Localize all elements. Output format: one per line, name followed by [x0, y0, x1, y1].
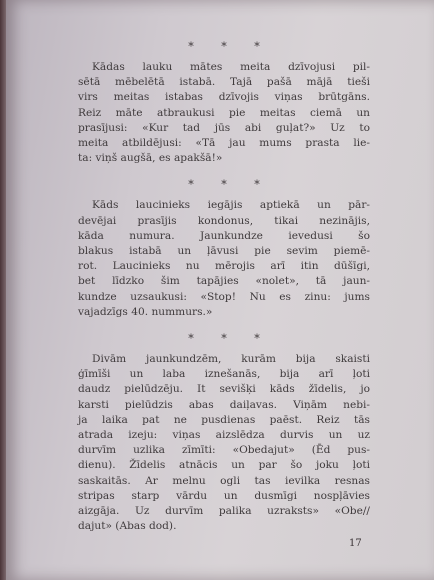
page-number: 17 — [349, 538, 362, 549]
section-divider: * * * — [188, 178, 272, 192]
text-line: blakus istabā un ļāvusi pie sevim piemē- — [78, 245, 370, 258]
text-line: Kāds laucinieks iegājis aptiekā un pār- — [92, 199, 370, 212]
text-line: ta: viņš augšā, es apakšā!» — [78, 152, 223, 165]
text-line: atrada izeju: viņas aizslēdza durvis un uz — [78, 429, 370, 442]
text-line: daudz pielūdzēju. It sevišķi kāds žīdelis, jo — [78, 383, 370, 396]
anecdote-3 — [78, 352, 370, 534]
text-line: dienu). Žīdelis atnācis un par šo joku ļoti — [78, 459, 370, 472]
text-line: prasījusi: «Kur tad jūs abi guļat?» Uz to — [78, 121, 370, 134]
text-line: Reiz māte atbraukusi pie meitas ciemā un — [78, 106, 370, 119]
text-line: kāda numura. Jaunkundze ievedusi šo — [78, 229, 370, 242]
section-divider: * * * — [188, 40, 272, 53]
text-line: dajut» (Abas dod). — [78, 520, 177, 533]
text-line: aizgāja. Uz durvīm palika uzraksts» «Obe// — [78, 505, 370, 518]
text-line: stripas starp vārdu un dusmīgi nospļāvies — [78, 489, 370, 502]
text-line: Kādas lauku mātes meita dzīvojusi pil- — [92, 61, 370, 73]
text-line: bet līdzko šim tapājies «nolet», tā jaun- — [78, 275, 370, 288]
page-content — [78, 38, 370, 534]
section-divider: * * * — [188, 332, 272, 346]
book-page — [6, 0, 434, 580]
anecdote-2 — [78, 198, 370, 320]
text-line: saskaitās. Ar melnu ogli tas ievilka resnas — [78, 474, 370, 487]
text-line: virs meitas istabas dzīvojis viņas brūtgāns. — [78, 91, 370, 104]
text-line: ja laika pat ne pusdienas paēst. Reiz tās — [78, 413, 370, 426]
text-line: devējai prasījis kondonus, tikai nezinājis, — [78, 214, 370, 227]
text-line: Divām jaunkundzēm, kurām bija skaisti — [92, 353, 370, 366]
text-line: ģīmīši un laba iznešanās, bija arī ļoti — [78, 368, 370, 381]
anecdote-1 — [78, 60, 370, 166]
text-line: kundze uzsaukusi: «Stop! Nu es zinu: jums — [78, 290, 370, 303]
text-line: rot. Laucinieks nu mērojis arī itin dūšīgi, — [78, 260, 370, 273]
text-line: karsti pielūdzis abas daiļavas. Viņām nebi- — [78, 398, 370, 411]
text-line: meita atbildējusi: «Tā jau mums prasta lie- — [78, 137, 370, 150]
text-line: durvīm uzlika zīmīti: «Obedajut» (Ēd pus- — [78, 444, 370, 457]
text-line: vajadzīgs 40. nummurs.» — [78, 305, 213, 318]
text-line: sētā mēbelētā istabā. Tajā pašā mājā tieši — [78, 76, 370, 89]
